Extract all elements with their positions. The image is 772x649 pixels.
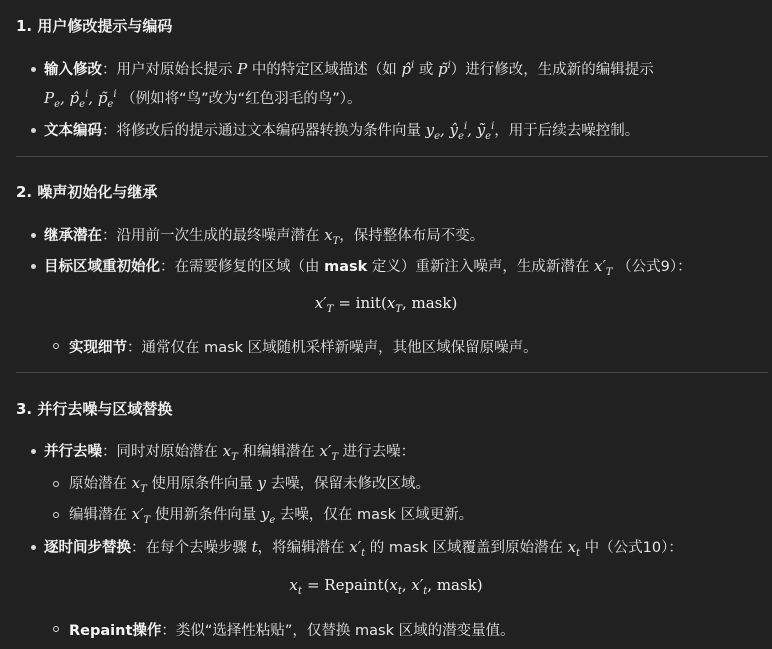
bullet	[31, 545, 36, 550]
section-3-heading: 3. 并行去噪与区域替换	[16, 400, 173, 418]
math-y: y	[257, 474, 266, 492]
math-P-list: $P_e$, $p̂_e^i$, $p̃_e^i$	[44, 89, 117, 110]
math-xT-prime: $x'_T$	[131, 505, 151, 526]
sub-bullet	[53, 343, 59, 349]
sub-bullet	[53, 512, 59, 518]
bullet	[31, 449, 36, 454]
item-text: ：在需要修复的区域（由	[160, 259, 320, 275]
item-text: ：通常仅在 mask 区域随机采样新噪声，其他区域保留原噪声。	[127, 340, 538, 356]
item-label: 输入修改	[44, 62, 102, 78]
item-text: ，用于后续去噪控制。	[494, 123, 640, 139]
item-label: Repaint操作	[69, 623, 162, 639]
sub-bullet	[53, 481, 59, 487]
bullet	[31, 67, 36, 72]
mask-bold: mask	[324, 259, 368, 275]
item-text: 进行去噪：	[342, 444, 416, 460]
item-text: 和编辑潜在	[242, 444, 315, 460]
equation-9: $x'_T$ = $init(x_T$, mask)	[314, 294, 458, 315]
list-item-repaint	[69, 619, 515, 640]
item-text: 编辑潜在	[69, 507, 127, 523]
item-label: 实现细节	[69, 340, 127, 356]
item-text: ：沿用前一次生成的最终噪声潜在	[102, 228, 320, 244]
item-text: （例如将“鸟”改为“红色羽毛的鸟”）。	[121, 91, 362, 107]
item-text: 去噪，仅在 mask 区域更新。	[279, 507, 474, 523]
item-text: （公式9）：	[617, 259, 692, 275]
list-item-inherit	[44, 224, 484, 247]
section-1-heading: 1. 用户修改提示与编码	[16, 17, 173, 35]
item-text: 使用新条件向量	[154, 507, 257, 523]
item-text: 中的特定区域描述（如	[251, 62, 397, 78]
list-item-input-modify	[44, 58, 654, 79]
item-label: 继承潜在	[44, 228, 102, 244]
bullet	[31, 233, 36, 238]
item-text: ：用户对原始长提示	[102, 62, 233, 78]
list-item-timestep-replace	[44, 536, 683, 559]
item-text: 去噪，保留未修改区域。	[270, 476, 431, 492]
item-label: 逐时间步替换	[44, 540, 131, 556]
item-label: 文本编码	[44, 123, 102, 139]
item-text: ：同时对原始潜在	[102, 444, 218, 460]
item-text: ：类似“选择性粘贴”，仅替换 mask 区域的潜变量值。	[161, 623, 515, 639]
math-p-tilde: p̃$^i$	[437, 60, 451, 78]
bullet	[31, 128, 36, 133]
math-xT-prime: $x'_T$	[319, 442, 339, 463]
item-text: ）进行修改，生成新的编辑提示	[450, 62, 654, 78]
item-text: 的 mask 区域覆盖到原始潜在	[369, 540, 563, 556]
list-item-orig-latent	[69, 472, 430, 495]
item-label: 目标区域重初始化	[44, 259, 160, 275]
math-p-hat: p̂$^i$	[401, 60, 415, 78]
section-2-heading: 2. 噪声初始化与继承	[16, 183, 158, 201]
bullet	[31, 264, 36, 269]
list-item-text-encode	[44, 119, 639, 142]
math-xT-prime: $x'_T$	[594, 257, 613, 278]
list-item-reinit	[44, 255, 692, 278]
item-label: 并行去噪	[44, 444, 102, 460]
math-t: t	[251, 538, 258, 556]
item-text: 或	[418, 62, 434, 78]
item-text: ，将编辑潜在	[257, 540, 345, 556]
list-item-parallel-denoise	[44, 440, 415, 463]
item-text: 中（公式10）：	[584, 540, 683, 556]
math-P: P	[237, 60, 248, 78]
math-ye: $y_e$	[260, 505, 276, 526]
divider	[16, 156, 768, 157]
item-text: ：在每个去噪步骤	[131, 540, 247, 556]
item-text: ，保持整体布局不变。	[339, 228, 485, 244]
sub-bullet	[53, 626, 59, 632]
divider	[16, 372, 768, 373]
item-text: 使用原条件向量	[151, 476, 253, 492]
list-item-impl-detail	[69, 336, 538, 357]
item-text: 原始潜在	[69, 476, 127, 492]
math-y-list: $y_e$, $ŷ_e^i$, ỹ$_e^i$	[425, 121, 495, 142]
equation-10: $x_t$ = $Repaint(x_t$, $x'_t$, mask)	[289, 576, 483, 597]
math-xT: $x_T$	[324, 226, 340, 247]
list-item-edit-latent	[69, 503, 473, 526]
item-text: ：将修改后的提示通过文本编码器转换为条件向量	[102, 123, 421, 139]
item-text: 定义）重新注入噪声，生成新潜在	[371, 259, 590, 275]
math-xT: $x_T$	[131, 474, 147, 495]
math-xt-prime: $x'_t$	[349, 538, 366, 559]
math-xt: $x_t$	[567, 538, 581, 559]
list-item-input-modify-cont	[44, 87, 361, 110]
math-xT: $x_T$	[222, 442, 238, 463]
